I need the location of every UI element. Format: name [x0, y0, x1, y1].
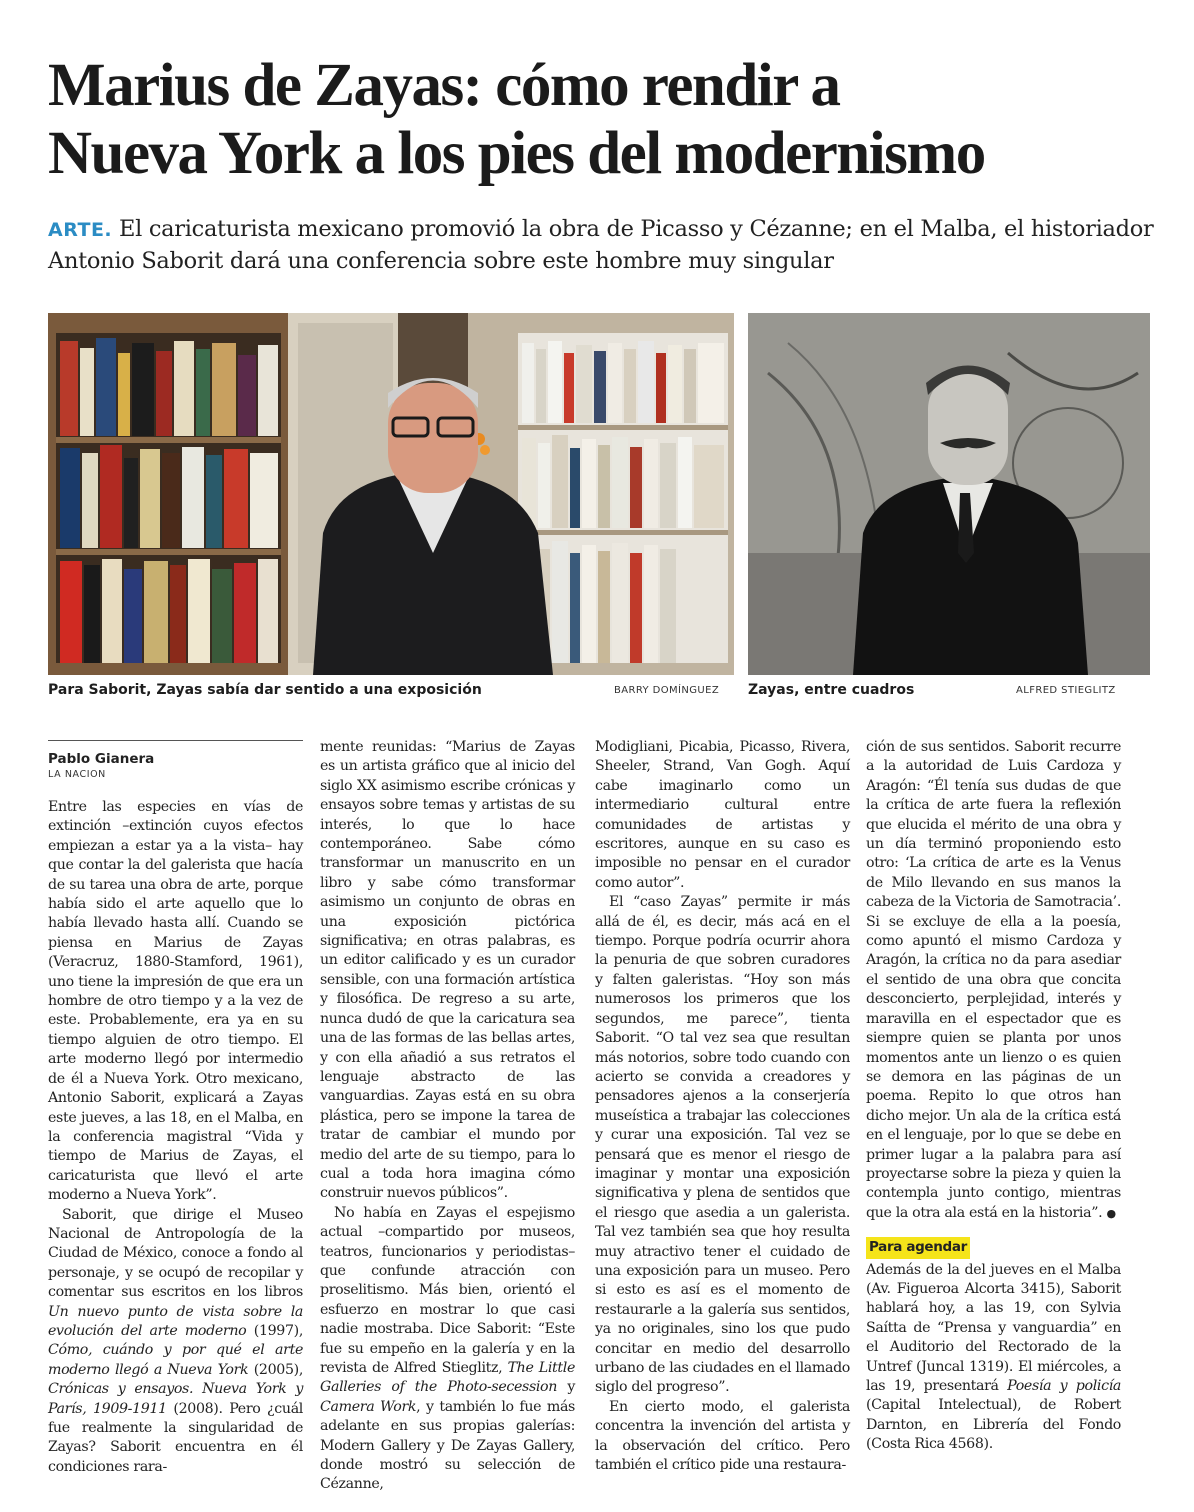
section-label: ARTE. [48, 219, 113, 241]
agenda-text: Además de la del jueves en el Malba (Av. Figueroa Alcorta 3415), Saborit hablará hoy, a las 19, con Sylvia Saítta de “Prensa y vanguardia” en el Auditorio del Rectorado de la Untref (Juncal 1319). El miércoles, a las 19, presentará Poesía y policía (Capital Intelectual), de Robert Darnton, en Librería del Fondo (Costa Rica 4568). [866, 1261, 1121, 1453]
headline-line-1: Marius de Zayas: cómo rendir a [48, 52, 840, 119]
book-title: Crónicas y ensayos. Nueva York y París, 1909-1911 [48, 1381, 303, 1417]
paragraph: ción de sus sentidos. Saborit recurre a la autoridad de Luis Cardoza y Aragón: “Él tenía sus dudas de que la crítica de arte fuera la reflexión que elucida el mérito de una obra y un día terminó proponiendo esto otro: ‘La crítica de arte es la Venus de Milo llevando en sus manos la cabeza de la Victoria de Samotracia’. Si se excluye de ella a la poesía, como apuntó el mismo Cardoza y Aragón, la crítica no da para asediar el sentido de una obra que concita desconcierto, perplejidad, interés y maravilla en el espectador que es siempre quien se planta por unos momentos ante un lienzo o es quien se demora en las páginas de un poema. Repito lo que otros han dicho mejor. Un ala de la crítica está en el lenguaje, por lo que se debe en primer lugar a la palabra para así proyectarse sobre la pieza y quien la contempla junto contigo, mientras que la otra ala está en la historia”. ● [866, 739, 1121, 1221]
photo-caption-2: Zayas, entre cuadros [748, 682, 915, 698]
headline [48, 52, 1158, 188]
byline-rule [48, 740, 303, 741]
photo-saborit [48, 313, 734, 675]
photo-credit-2: ALFRED STIEGLITZ [1016, 685, 1116, 696]
deck-text: El caricaturista mexicano promovió la obra de Picasso y Cézanne; en el Malba, el historiador Antonio Saborit dará una conferencia sobre este hombre muy singular [48, 216, 1154, 274]
headline-line-2: Nueva York a los pies del modernismo [48, 120, 985, 187]
photo-zayas [748, 313, 1150, 675]
agenda-label: Para agendar [866, 1237, 970, 1258]
publication-title: The Little Galleries of the Photo-secession [320, 1360, 575, 1396]
deck [48, 214, 1158, 277]
column-4 [866, 738, 1121, 1455]
author-name: Pablo Gianera [48, 751, 155, 767]
paragraph: Entre las especies en vías de extinción –extinción cuyos efectos empiezan a estar ya a la vista– hay que contar la del galerista que hacía de su tarea una obra de arte, porque había sido el arte aquello que lo había llevado hasta allí. Cuando se piensa en Marius de Zayas (Veracruz, 1880-Stamford, 1961), uno tiene la impresión de que era un hombre de otro tiempo y a la vez de este. Probablemente, era ya en su tiempo alguien de otro tiempo. El arte moderno llegó por intermedio de él a Nueva York. Otro mexicano, Antonio Saborit, explicará a Zayas este jueves, a las 18, en el Malba, en la conferencia magistral “Vida y tiempo de Marius de Zayas, el caricaturista que llevó el arte moderno a Nueva York”. [48, 799, 303, 1204]
column-1 [48, 750, 303, 1477]
paragraph: El “caso Zayas” permite ir más allá de él, es decir, más acá en el tiempo. Porque podría ocurrir ahora la penuria de que sobren curadores y falten galeristas. “Hoy son más numerosos los primeros que los segundos, me parece”, tienta Saborit. “O tal vez sea que resultan más notorios, sobre todo cuando con acierto se convida a creadores y pensadores ajenos a la conserjería museística a trabajar las colecciones y curar una exposición. Tal vez se pensará que es menor el riesgo de imaginar y montar una exposición significativa y plena de sentidos que el riesgo que asedia a un galerista. Tal vez también sea que hoy resulta muy atractivo tener el cuidado de una exposición para un museo. Pero si esto es así es el momento de restaurarle a la galería sus sentidos, ya no originales, sino los que pudo concitar en medio del desarrollo urbano de las ciudades en el llamado siglo del progreso”. [595, 894, 850, 1396]
paragraph: No había en Zayas el espejismo actual –compartido por museos, teatros, funcionarios y periodistas– que confunde atracción con proselitismo. Más bien, orientó el esfuerzo en mostrar lo que casi nadie mostraba. Dice Saborit: “Este fue su empeño en la galería y en la revista de Alfred Stieglitz, The Little Galleries of the Photo-secession y Camera Work, y también lo fue más adelante en sus propias galerías: Modern Gallery y De Zayas Gallery, donde mostró su selección de Cézanne, [320, 1204, 575, 1493]
publication-name: LA NACION [48, 769, 106, 780]
paragraph: mente reunidas: “Marius de Zayas es un artista gráfico que al inicio del siglo XX asimismo escribe crónicas y ensayos sobre temas y artistas de su interés, lo que lo hace contemporáneo. Sabe cómo transformar un manuscrito en un libro y sabe cómo transformar asimismo un conjunto de obras en una exposición pictórica significativa; en otras palabras, es un editor calificado y es un curador sensible, con una formación artística y filosófica. De regreso a su arte, nunca dudó de que la caricatura sea una de las formas de las bellas artes, y con ella añadió a sus retratos el lenguaje abstracto de las vanguardias. Zayas está en su obra plástica, pero se impone la tarea de tratar de cambiar el mundo por medio del arte de su tiempo, para lo cual a toda hora imagina cómo construir nuevos públicos”. [320, 739, 575, 1202]
paragraph: Modigliani, Picabia, Picasso, Rivera, Sheeler, Strand, Van Gogh. Aquí cabe imaginarlo como un intermediario cultural entre comunidades de artistas y escritores, aunque en su caso es imposible no pensar en el curador como autor”. [595, 739, 850, 891]
photo-caption-1: Para Saborit, Zayas sabía dar sentido a una exposición [48, 682, 482, 698]
paragraph: Saborit, que dirige el Museo Nacional de Antropología de la Ciudad de México, conoce a fondo al personaje, y se ocupó de recopilar y comentar sus escritos en los libros Un nuevo punto de vista sobre la evolución del arte moderno (1997), Cómo, cuándo y por qué el arte moderno llegó a Nueva York (2005), Crónicas y ensayos. Nueva York y París, 1909-1911 (2008). Pero ¿cuál fue realmente la singularidad de Zayas? Saborit encuentra en él condiciones rara- [48, 1206, 303, 1475]
book-title: Un nuevo punto de vista sobre la evolución del arte moderno [48, 1303, 303, 1339]
paragraph: En cierto modo, el galerista concentra la invención del artista y la observación del crítico. Pero también el crítico pide una restaura- [595, 1398, 850, 1474]
book-title: Poesía y policía [1007, 1378, 1121, 1394]
column-2 [320, 738, 575, 1495]
photo-credit-1: BARRY DOMÍNGUEZ [614, 685, 720, 696]
column-3 [595, 738, 850, 1475]
book-title: Cómo, cuándo y por qué el arte moderno llegó a Nueva York [48, 1342, 303, 1378]
end-mark: ● [1106, 1206, 1116, 1220]
publication-title: Camera Work [320, 1398, 417, 1415]
